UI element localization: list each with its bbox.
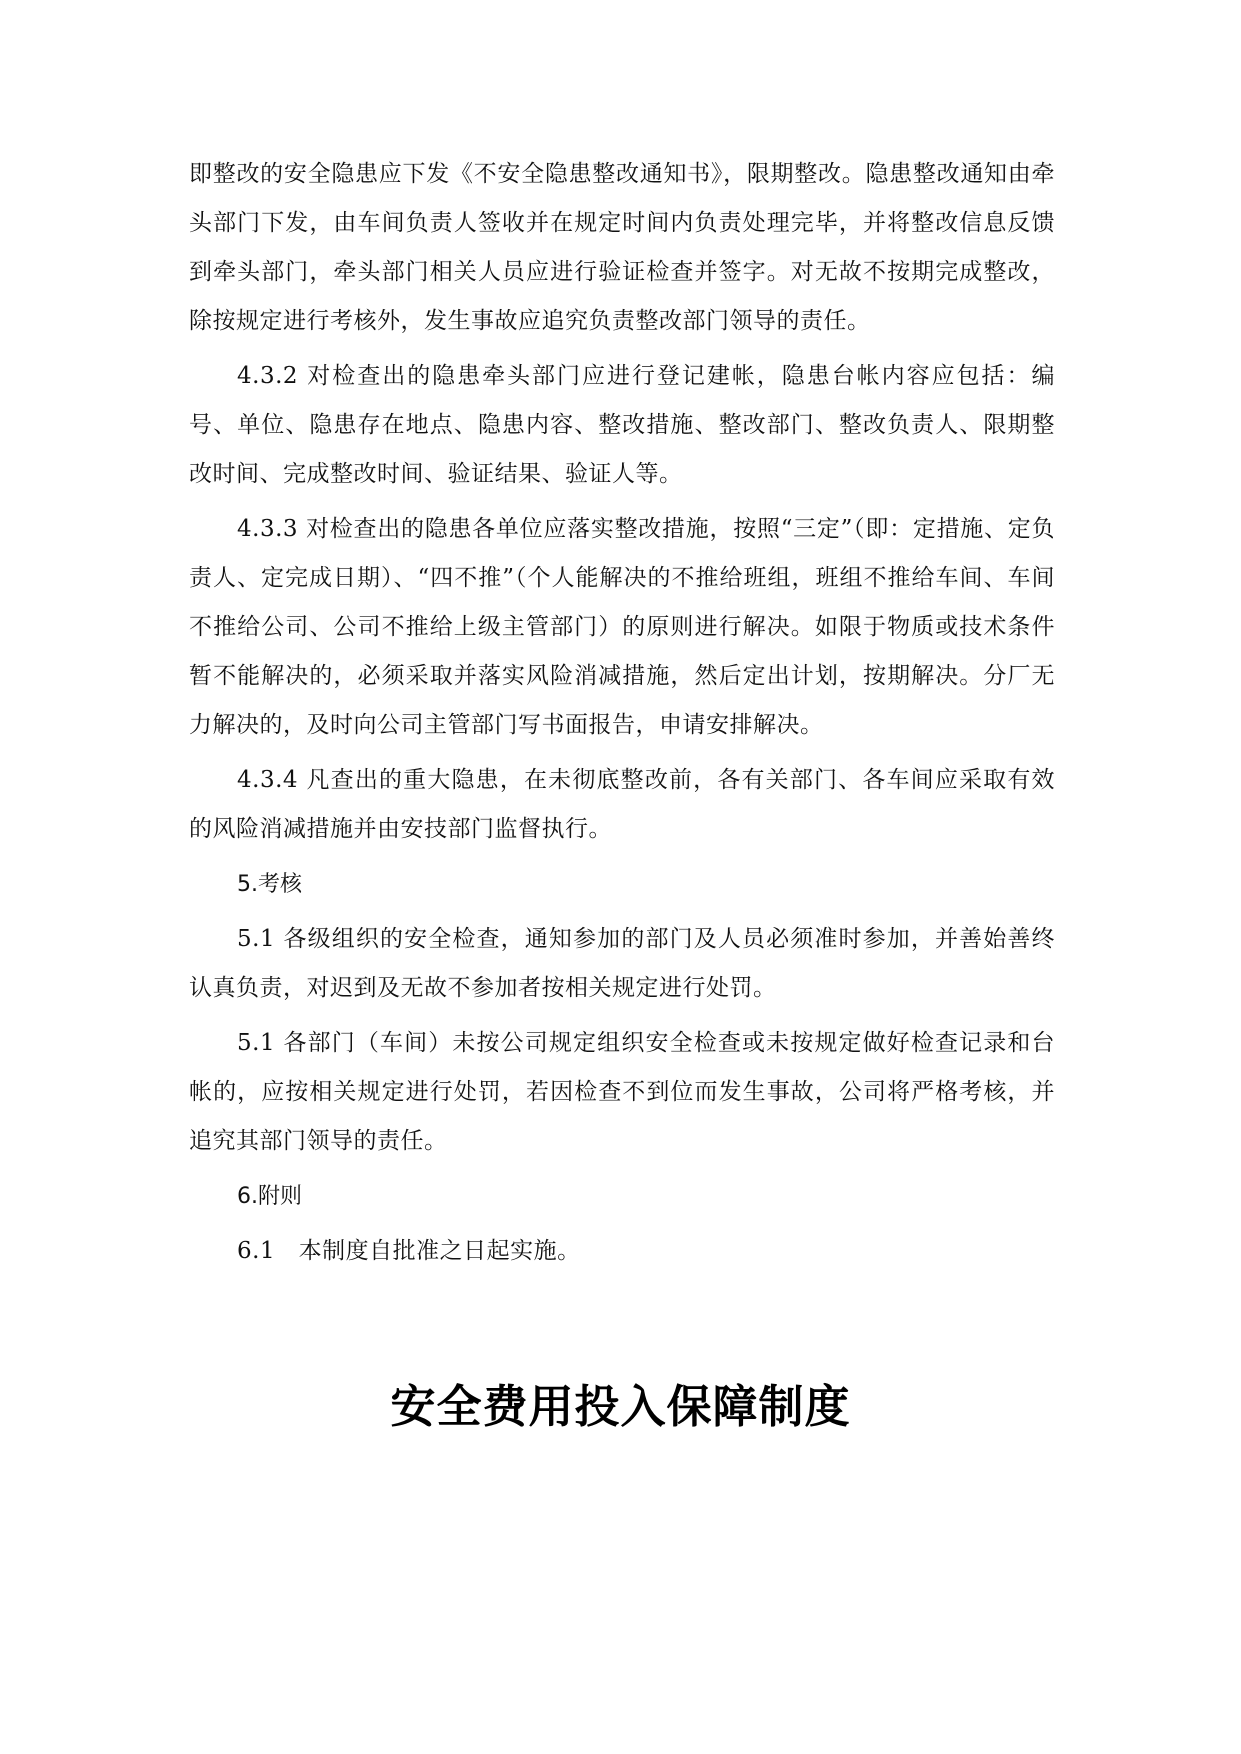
paragraph-5-1-b: 5.1 各部门（车间）未按公司规定组织安全检查或未按规定做好检查记录和台帐的，应按相关规定进行处罚，若因检查不到位而发生事故，公司将严格考核，并追究其部门领导的责任。: [189, 1030, 1055, 1154]
section-5-heading: 5.考核: [237, 872, 302, 897]
paragraph-6-1: 6.1 本制度自批准之日起实施。: [237, 1238, 581, 1264]
section-6-heading: 6.附则: [237, 1184, 302, 1209]
next-document-title: 安全费用投入保障制度: [390, 1380, 851, 1433]
paragraph-5-1-a: 5.1 各级组织的安全检查，通知参加的部门及人员必须准时参加，并善始善终认真负责，对迟到及无故不参加者按相关规定进行处罚。: [189, 926, 1055, 1001]
paragraph-rectification-notice: 即整改的安全隐患应下发《不安全隐患整改通知书》，限期整改。隐患整改通知由牵头部门下发，由车间负责人签收并在规定时间内负责处理完毕，并将整改信息反馈到牵头部门，牵头部门相关人员应进行验证检查并签字。对无故不按期完成整改，除按规定进行考核外，发生事故应追究负责整改部门领导的责任。: [189, 161, 1055, 334]
document-body: [189, 150, 1055, 1282]
paragraph-4-3-4: 4.3.4 凡查出的重大隐患，在未彻底整改前，各有关部门、各车间应采取有效的风险消减措施并由安技部门监督执行。: [189, 767, 1055, 842]
paragraph-4-3-3: 4.3.3 对检查出的隐患各单位应落实整改措施，按照“三定”（即：定措施、定负责人、定完成日期）、“四不推”（个人能解决的不推给班组，班组不推给车间、车间不推给公司、公司不推给上级主管部门）的原则进行解决。如限于物质或技术条件暂不能解决的，必须采取并落实风险消减措施，然后定出计划，按期解决。分厂无力解决的，及时向公司主管部门写书面报告，申请安排解决。: [189, 516, 1055, 738]
paragraph-4-3-2: 4.3.2 对检查出的隐患牵头部门应进行登记建帐，隐患台帐内容应包括：编号、单位、隐患存在地点、隐患内容、整改措施、整改部门、整改负责人、限期整改时间、完成整改时间、验证结果、验证人等。: [189, 363, 1055, 487]
